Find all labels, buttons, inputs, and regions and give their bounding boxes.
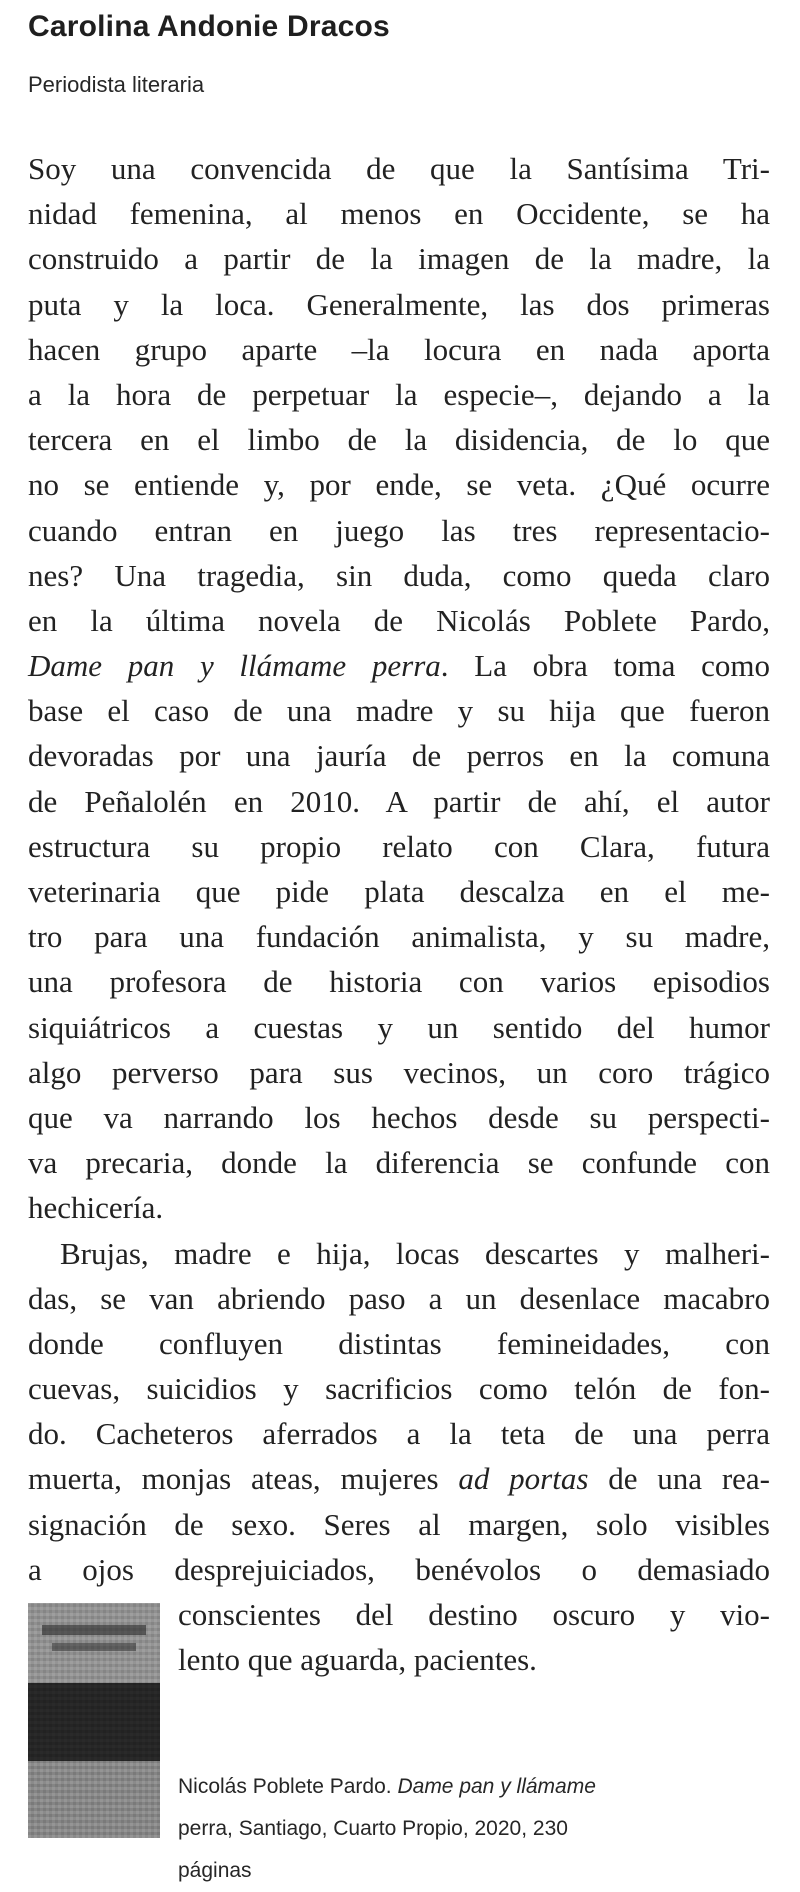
review-line: hacen grupo aparte –la locura en nada aporta <box>28 331 770 367</box>
book-caption <box>178 1766 770 1892</box>
review-line: a ojos desprejuiciados, benévolos o demasiado <box>28 1551 770 1587</box>
review-line: siquiátricos a cuestas y un sentido del humor <box>28 1009 770 1045</box>
review-line: nes? Una tragedia, sin duda, como queda claro <box>28 557 770 593</box>
review-line: cuando entran en juego las tres representacio- <box>28 512 770 548</box>
review-line: que va narrando los hechos desde su perspecti- <box>28 1099 770 1135</box>
review-line: construido a partir de la imagen de la madre, la <box>28 241 770 277</box>
caption-line: páginas <box>178 1859 252 1882</box>
ad-portas-italic: ad portas <box>458 1461 589 1497</box>
review-line: no se entiende y, por ende, se veta. ¿Qué ocurre <box>28 467 770 503</box>
caption-title-italic: Dame pan y llámame <box>397 1775 596 1798</box>
cover-subtitle-mark <box>52 1643 136 1651</box>
review-line: lento que aguarda, pacientes. <box>178 1642 537 1678</box>
review-body <box>28 146 770 1682</box>
review-line-tail: . La obra toma como <box>440 648 770 684</box>
author-role: Periodista literaria <box>28 72 205 97</box>
review-line: do. Cacheteros aferrados a la teta de una perra <box>28 1416 770 1452</box>
review-line: nidad femenina, al menos en Occidente, se ha <box>28 196 770 232</box>
review-line: puta y la loca. Generalmente, las dos primeras <box>28 286 770 322</box>
cover-title-mark <box>42 1625 146 1635</box>
review-line: das, se van abriendo paso a un desenlace macabro <box>28 1280 770 1316</box>
author-name: Carolina Andonie Dracos <box>28 10 390 43</box>
review-line: algo perverso para sus vecinos, un coro trágico <box>28 1054 770 1090</box>
review-line: signación de sexo. Seres al margen, solo visibles <box>28 1506 770 1542</box>
caption-line: perra, Santiago, Cuarto Propio, 2020, 230 <box>178 1817 568 1840</box>
review-line: hechicería. <box>28 1190 164 1226</box>
review-line: a la hora de perpetuar la especie–, dejando a la <box>28 376 770 412</box>
review-line-ad-portas <box>28 1456 770 1501</box>
review-line: en la última novela de Nicolás Poblete Pardo, <box>28 602 770 638</box>
cover-bottom-panel <box>28 1761 160 1838</box>
review-line: Soy una convencida de que la Santísima Tri- <box>28 151 770 186</box>
review-page <box>28 10 771 1882</box>
review-line: tro para una fundación animalista, y su madre, <box>28 919 770 955</box>
review-line: cuevas, suicidios y sacrificios como telón de fon- <box>28 1371 770 1407</box>
review-line-book-title <box>28 643 770 688</box>
caption-author: Nicolás Poblete Pardo. <box>178 1775 398 1798</box>
review-line: conscientes del destino oscuro y vio- <box>178 1597 770 1632</box>
review-line: va precaria, donde la diferencia se confunde con <box>28 1145 770 1181</box>
review-line-head: muerta, monjas ateas, mujeres <box>28 1461 439 1497</box>
review-line: donde confluyen distintas femineidades, con <box>28 1325 770 1361</box>
review-line: tercera en el limbo de la disidencia, de lo que <box>28 422 770 458</box>
book-title-italic: Dame pan y llámame perra <box>28 648 441 684</box>
book-cover-image <box>28 1603 160 1838</box>
review-line: de Peñalolén en 2010. A partir de ahí, el autor <box>28 783 770 819</box>
review-line-tail: de una rea- <box>588 1461 771 1497</box>
cover-dark-band <box>28 1683 160 1761</box>
review-line: devoradas por una jauría de perros en la comuna <box>28 738 770 774</box>
review-line: Brujas, madre e hija, locas descartes y malheri- <box>60 1235 770 1271</box>
caption-line <box>178 1766 770 1808</box>
review-line: base el caso de una madre y su hija que fueron <box>28 693 770 729</box>
review-line: veterinaria que pide plata descalza en el me- <box>28 874 770 909</box>
review-line: estructura su propio relato con Clara, futura <box>28 828 770 864</box>
review-line: una profesora de historia con varios episodios <box>28 964 770 1000</box>
